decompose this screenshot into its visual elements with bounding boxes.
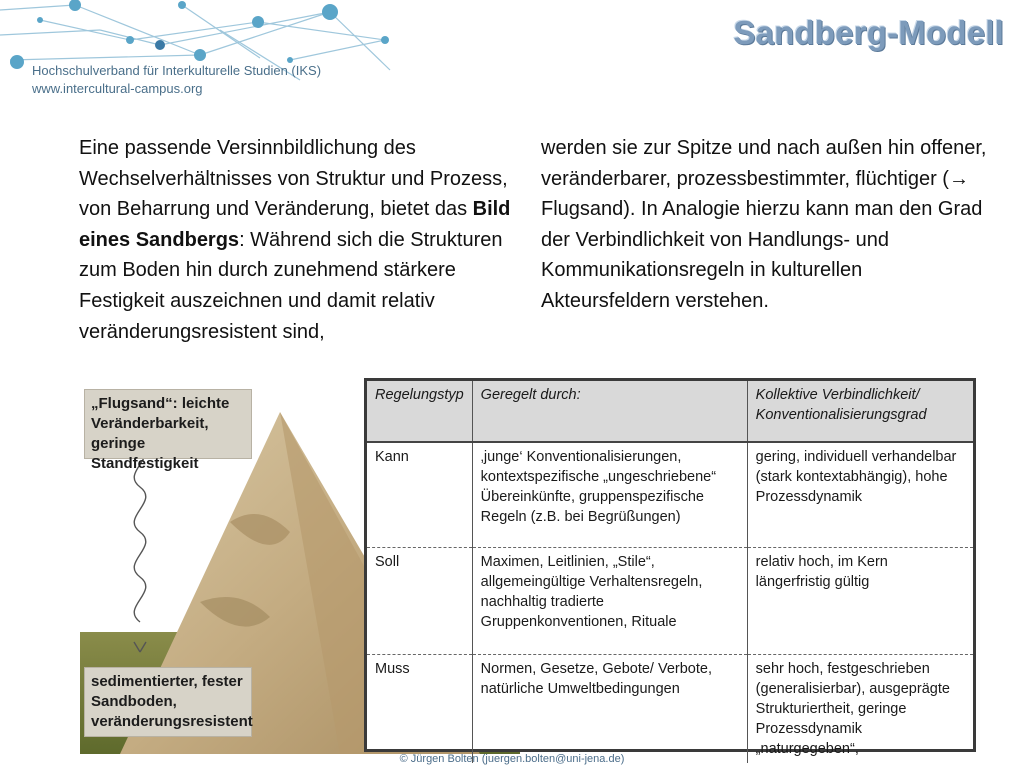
cell-regulated: Normen, Gesetze, Gebote/ Verbote, natürliche Umweltbedingungen [472,655,747,764]
text-part1: Eine passende Versinnbildlichung des Wechselverhältnisses von Struktur und Prozess, von Beharrung und Veränderung, bietet das [79,137,508,221]
table-header-row [367,381,973,442]
flugsand-label: „Flugsand“: leichte Veränderbarkeit, geringe Standfestigkeit [84,389,252,459]
sandboden-label: sedimentierter, fester Sandboden, veränderungsresistent [84,667,252,737]
header-geregelt-durch: Geregelt durch: [472,381,747,442]
cell-binding: gering, individuell verhandelbar (stark kontextabhängig), hohe Prozessdynamik [747,442,973,548]
cell-type: Kann [367,442,472,548]
cell-regulated: ‚junge‘ Konventionalisierungen, kontextspezifische „ungeschriebene“ Übereinkünfte, gruppenspezifische Regeln (z.B. bei Begrüßungen) [472,442,747,548]
cell-binding: sehr hoch, festgeschrieben (generalisierbar), ausgeprägte Strukturiertheit, geringe Prozessdynamik „naturgegeben“, [755,661,950,757]
org-url: www.intercultural-campus.org [32,81,203,96]
header-regelungstyp: Regelungstyp [367,381,472,442]
cell-regulated: Maximen, Leitlinien, „Stile“, allgemeingültige Verhaltensregeln, nachhaltig tradierte Gruppenkonventionen, Rituale [472,548,747,655]
table-row [367,548,973,655]
text-part2: : Während sich die Strukturen zum Boden hin durch zunehmend stärkere Festigkeit auszeichnen und damit relativ veränderungsresistent sind, [79,228,503,343]
body-text-left [79,133,519,347]
text-bold: Bild eines Sandbergs [79,198,511,251]
table-row [367,442,973,548]
header-verbindlichkeit: Kollektive Verbindlichkeit/ Konventionalisierungsgrad [747,381,973,442]
table-row [367,655,973,764]
copyright-footer: © Jürgen Bolten (juergen.bolten@uni-jena.de) [399,753,625,765]
rules-table [367,381,973,763]
cell-type: Soll [367,548,472,655]
slide-title: Sandberg-Modell [733,14,1004,51]
org-name: Hochschulverband für Interkulturelle Studien (IKS) [32,63,322,78]
cell-binding: relativ hoch, im Kern längerfristig gültig [747,548,973,655]
rules-table-container [364,378,976,757]
cell-type: Muss [367,655,472,764]
body-text-right: werden sie zur Spitze und nach außen hin offener, veränderbarer, prozessbestimmter, flüchtiger (→ Flugsand). In Analogie hierzu kann man den Grad der Verbindlichkeit von Handlungs- und Kommunikationsregeln in kulturellen Akteursfeldern verstehen. [541,137,987,312]
